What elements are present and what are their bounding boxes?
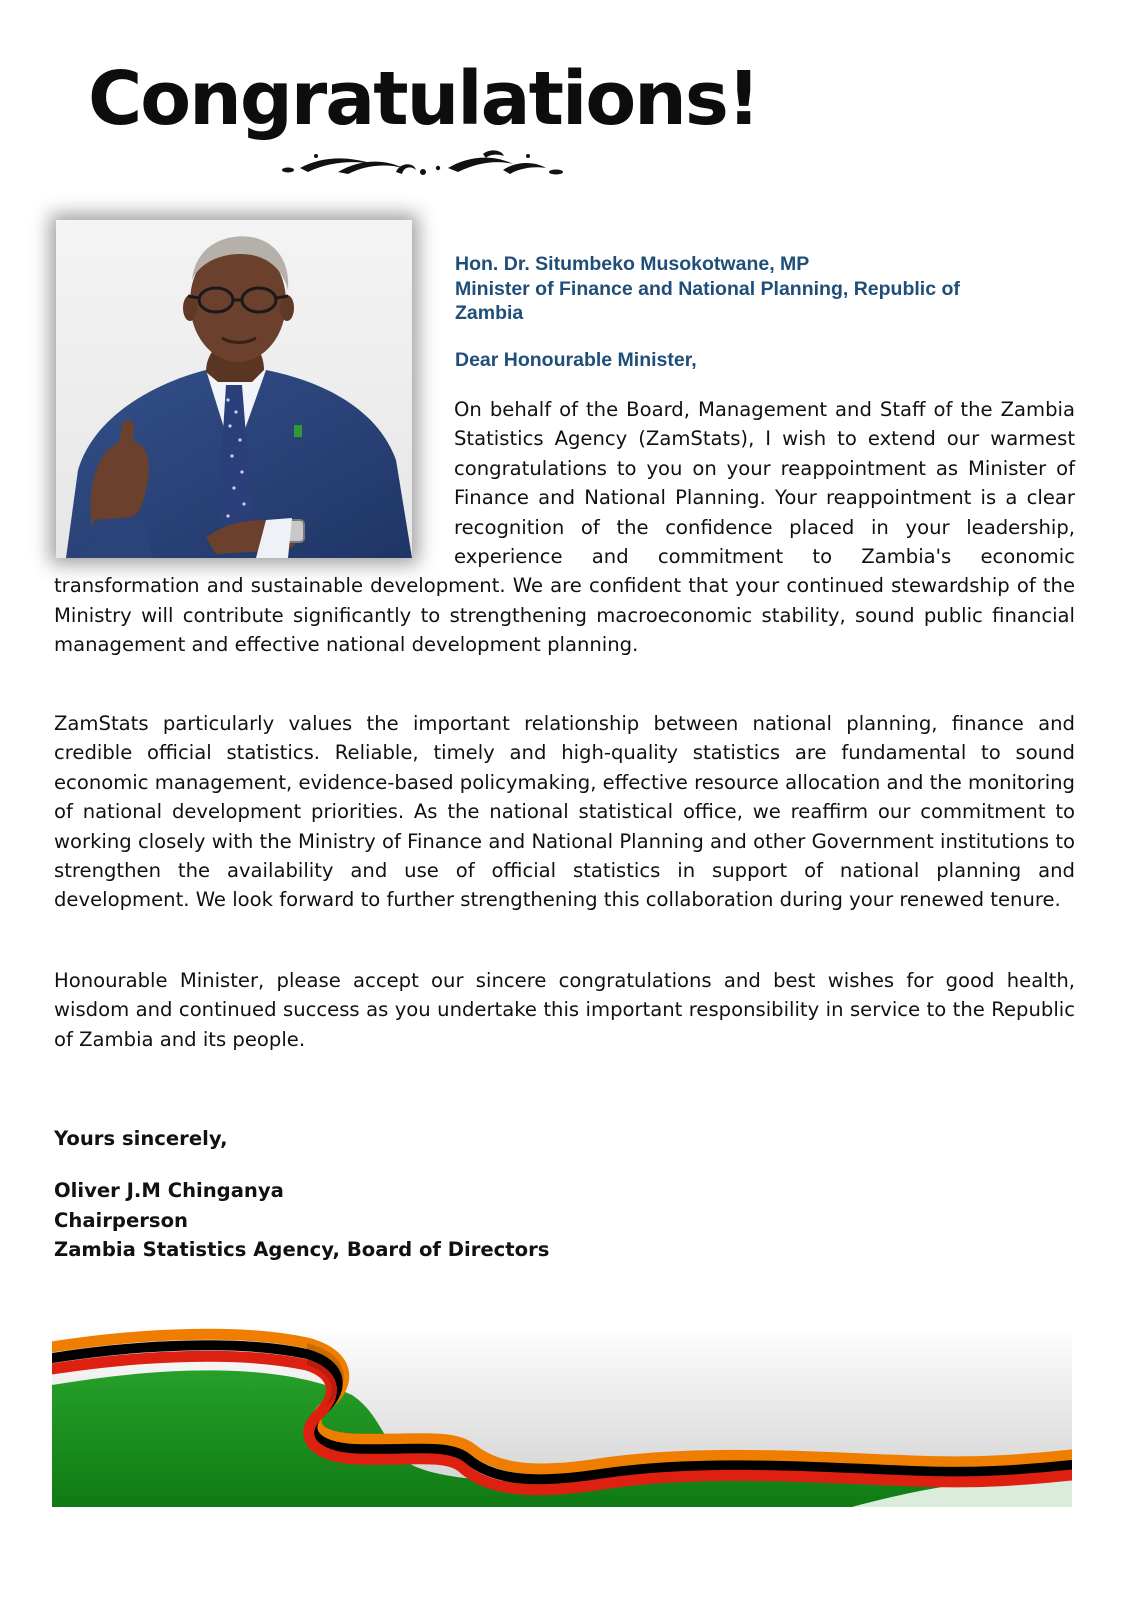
zambia-flag-ribbon-banner xyxy=(52,1325,1072,1507)
page-title: Congratulations! xyxy=(88,56,759,142)
decorative-flourish xyxy=(278,142,568,184)
addressee-block xyxy=(455,252,1055,326)
addressee-name: Hon. Dr. Situmbeko Musokotwane, MP xyxy=(455,253,810,275)
signatory-organization: Zambia Statistics Agency, Board of Directors xyxy=(54,1238,550,1261)
signatory-name: Oliver J.M Chinganya xyxy=(54,1179,284,1202)
addressee-position: Minister of Finance and National Planning, Republic of xyxy=(455,277,960,300)
body-paragraph-1 xyxy=(54,395,1075,660)
closing-line: Yours sincerely, xyxy=(54,1127,228,1150)
photo-wrap-spacer xyxy=(54,395,454,571)
body-paragraph-1-text: On behalf of the Board, Management and Staff of the Zambia Statistics Agency (ZamStats), I wish to extend our warmest congratulations to you on your reappointment as Minister of Finance and National Planning. Your reappointment is a clear recognition of the confidence placed in your leadership, experience and commitment to Zambia's economic transformation and sustainable development. We are confident that your continued stewardship of the Ministry will contribute significantly to strengthening macroeconomic stability, sound public financial management and effective national development planning. xyxy=(54,398,1075,657)
signature-block xyxy=(54,1176,549,1265)
signatory-title: Chairperson xyxy=(54,1208,188,1232)
body-paragraph-3: Honourable Minister, please accept our sincere congratulations and best wishes for good health, wisdom and continued success as you undertake this important responsibility in service to the Republic of Zambia and its people. xyxy=(54,969,1075,1051)
addressee-country: Zambia xyxy=(455,302,524,324)
salutation: Dear Honourable Minister, xyxy=(455,349,697,371)
body-paragraph-2: ZamStats particularly values the important relationship between national planning, finance and credible official statistics. Reliable, timely and high-quality statistics are fundamental to sound economic management, evidence-based policymaking, effective resource allocation and the monitoring of national development priorities. As the national statistical office, we reaffirm our commitment to working closely with the Ministry of Finance and National Planning and other Government institutions to strengthen the availability and use of official statistics in support of national planning and development. We look forward to further strengthening this collaboration during your renewed tenure. xyxy=(54,712,1075,912)
